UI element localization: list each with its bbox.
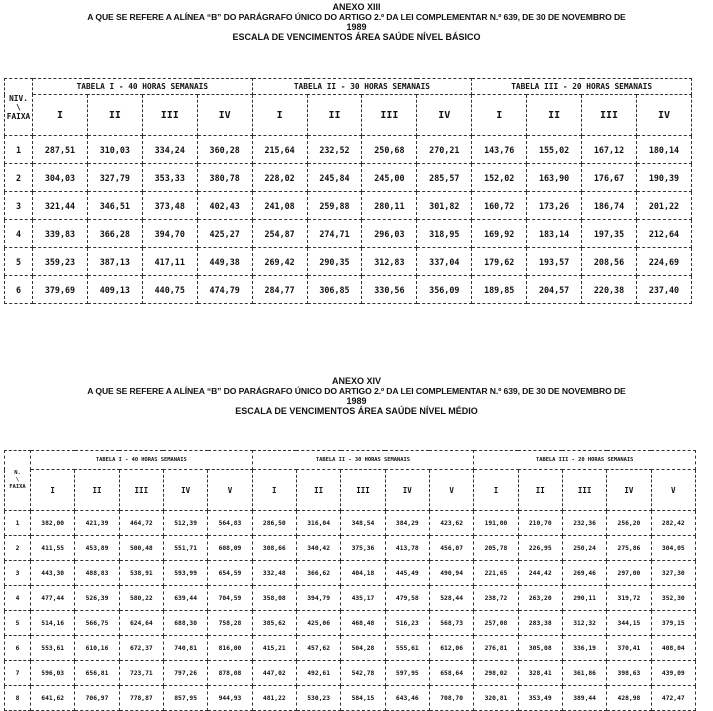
column-header: II xyxy=(75,470,119,511)
salary-cell: 514,16 xyxy=(31,611,75,636)
salary-cell: 526,39 xyxy=(75,586,119,611)
row-level: 8 xyxy=(5,686,31,711)
salary-cell: 492,61 xyxy=(296,661,340,686)
salary-cell: 411,55 xyxy=(31,536,75,561)
column-header: I xyxy=(474,470,518,511)
salary-cell: 283,38 xyxy=(518,611,562,636)
salary-cell: 320,81 xyxy=(474,686,518,711)
salary-cell: 169,92 xyxy=(472,220,527,248)
column-header: II xyxy=(527,95,582,136)
column-header: I xyxy=(252,95,307,136)
salary-table-medio xyxy=(4,450,696,711)
anexo-scale-title: ESCALA DE VENCIMENTOS ÁREA SAÚDE NÍVEL BÁSICO xyxy=(232,32,481,42)
salary-cell: 360,28 xyxy=(197,136,252,164)
salary-cell: 245,00 xyxy=(362,164,417,192)
salary-cell: 312,32 xyxy=(562,611,606,636)
salary-cell: 421,39 xyxy=(75,511,119,536)
salary-cell: 344,15 xyxy=(607,611,651,636)
row-level: 3 xyxy=(5,561,31,586)
salary-cell: 276,81 xyxy=(474,636,518,661)
column-header: III xyxy=(562,470,606,511)
salary-cell: 857,95 xyxy=(163,686,207,711)
salary-cell: 319,72 xyxy=(607,586,651,611)
salary-cell: 179,62 xyxy=(472,248,527,276)
salary-cell: 287,51 xyxy=(33,136,88,164)
salary-cell: 228,02 xyxy=(252,164,307,192)
salary-cell: 238,72 xyxy=(474,586,518,611)
column-header: IV xyxy=(417,95,472,136)
row-level: 1 xyxy=(5,511,31,536)
salary-cell: 155,02 xyxy=(527,136,582,164)
salary-cell: 366,62 xyxy=(296,561,340,586)
salary-cell: 425,06 xyxy=(296,611,340,636)
anexo-title: ANEXO XIII xyxy=(332,2,381,12)
column-header: IV xyxy=(163,470,207,511)
salary-cell: 212,64 xyxy=(636,220,691,248)
salary-cell: 275,86 xyxy=(607,536,651,561)
salary-cell: 186,74 xyxy=(582,192,637,220)
salary-cell: 797,26 xyxy=(163,661,207,686)
salary-cell: 221,65 xyxy=(474,561,518,586)
salary-cell: 336,19 xyxy=(562,636,606,661)
salary-cell: 245,84 xyxy=(307,164,362,192)
salary-cell: 708,70 xyxy=(429,686,473,711)
table-row xyxy=(5,586,696,611)
salary-cell: 297,00 xyxy=(607,561,651,586)
salary-cell: 816,00 xyxy=(208,636,252,661)
salary-cell: 290,35 xyxy=(307,248,362,276)
salary-cell: 672,37 xyxy=(119,636,163,661)
salary-cell: 352,30 xyxy=(651,586,695,611)
salary-cell: 337,04 xyxy=(417,248,472,276)
salary-cell: 224,69 xyxy=(636,248,691,276)
salary-cell: 404,18 xyxy=(341,561,385,586)
salary-cell: 361,86 xyxy=(562,661,606,686)
table-row xyxy=(5,136,692,164)
salary-cell: 612,06 xyxy=(429,636,473,661)
salary-cell: 348,54 xyxy=(341,511,385,536)
salary-cell: 290,11 xyxy=(562,586,606,611)
salary-cell: 339,83 xyxy=(33,220,88,248)
salary-cell: 394,70 xyxy=(142,220,197,248)
anexo-year: 1989 xyxy=(346,22,367,32)
salary-cell: 263,20 xyxy=(518,586,562,611)
salary-cell: 205,78 xyxy=(474,536,518,561)
table-group-header: TABELA III - 20 HORAS SEMANAIS xyxy=(474,451,696,470)
salary-cell: 878,08 xyxy=(208,661,252,686)
salary-cell: 163,90 xyxy=(527,164,582,192)
salary-cell: 704,59 xyxy=(208,586,252,611)
salary-cell: 440,75 xyxy=(142,276,197,304)
salary-cell: 353,49 xyxy=(518,686,562,711)
salary-cell: 596,03 xyxy=(31,661,75,686)
salary-cell: 366,28 xyxy=(87,220,142,248)
salary-cell: 183,14 xyxy=(527,220,582,248)
column-header: IV xyxy=(385,470,429,511)
column-header: I xyxy=(472,95,527,136)
salary-cell: 641,62 xyxy=(31,686,75,711)
anexo-year: 1989 xyxy=(346,396,367,406)
salary-cell: 306,85 xyxy=(307,276,362,304)
salary-cell: 226,95 xyxy=(518,536,562,561)
salary-cell: 408,04 xyxy=(651,636,695,661)
salary-cell: 284,77 xyxy=(252,276,307,304)
salary-cell: 435,17 xyxy=(341,586,385,611)
salary-cell: 321,44 xyxy=(33,192,88,220)
salary-cell: 167,12 xyxy=(582,136,637,164)
salary-cell: 241,08 xyxy=(252,192,307,220)
anexo-xiv-header xyxy=(0,376,713,416)
salary-cell: 447,02 xyxy=(252,661,296,686)
salary-cell: 301,82 xyxy=(417,192,472,220)
row-level: 2 xyxy=(5,536,31,561)
table-row xyxy=(5,511,696,536)
table-group-header: TABELA III - 20 HORAS SEMANAIS xyxy=(472,79,692,95)
row-level: 5 xyxy=(5,611,31,636)
column-header: III xyxy=(142,95,197,136)
row-level: 6 xyxy=(5,636,31,661)
salary-cell: 758,28 xyxy=(208,611,252,636)
salary-cell: 610,16 xyxy=(75,636,119,661)
salary-cell: 402,43 xyxy=(197,192,252,220)
salary-cell: 504,28 xyxy=(341,636,385,661)
salary-cell: 143,76 xyxy=(472,136,527,164)
table-row xyxy=(5,536,696,561)
column-header: III xyxy=(362,95,417,136)
table-row xyxy=(5,192,692,220)
salary-cell: 312,83 xyxy=(362,248,417,276)
salary-cell: 439,09 xyxy=(651,661,695,686)
table-row xyxy=(5,164,692,192)
salary-cell: 210,70 xyxy=(518,511,562,536)
salary-cell: 944,93 xyxy=(208,686,252,711)
column-header: IV xyxy=(636,95,691,136)
salary-cell: 270,21 xyxy=(417,136,472,164)
salary-cell: 330,56 xyxy=(362,276,417,304)
row-level: 1 xyxy=(5,136,33,164)
salary-cell: 305,08 xyxy=(518,636,562,661)
column-header: II xyxy=(307,95,362,136)
salary-cell: 316,04 xyxy=(296,511,340,536)
salary-cell: 584,15 xyxy=(341,686,385,711)
salary-cell: 327,30 xyxy=(651,561,695,586)
salary-cell: 215,64 xyxy=(252,136,307,164)
column-header: II xyxy=(87,95,142,136)
salary-cell: 152,02 xyxy=(472,164,527,192)
salary-cell: 474,79 xyxy=(197,276,252,304)
salary-cell: 328,41 xyxy=(518,661,562,686)
salary-cell: 398,63 xyxy=(607,661,651,686)
salary-cell: 468,48 xyxy=(341,611,385,636)
salary-cell: 208,56 xyxy=(582,248,637,276)
salary-cell: 173,26 xyxy=(527,192,582,220)
salary-cell: 423,62 xyxy=(429,511,473,536)
table-group-header: TABELA I - 40 HORAS SEMANAIS xyxy=(31,451,253,470)
salary-cell: 232,36 xyxy=(562,511,606,536)
salary-cell: 160,72 xyxy=(472,192,527,220)
salary-cell: 304,03 xyxy=(33,164,88,192)
anexo-subtitle: A QUE SE REFERE A ALÍNEA “B” DO PARÁGRAFO ÚNICO DO ARTIGO 2.º DA LEI COMPLEMENTAR N.º 639, DE 30 DE NOVEMBRO DE xyxy=(87,12,626,22)
niv-faixa-header: N. \ FAIXA xyxy=(5,451,31,511)
column-header: V xyxy=(651,470,695,511)
salary-cell: 257,08 xyxy=(474,611,518,636)
salary-cell: 415,21 xyxy=(252,636,296,661)
salary-cell: 286,50 xyxy=(252,511,296,536)
row-level: 2 xyxy=(5,164,33,192)
salary-cell: 384,29 xyxy=(385,511,429,536)
salary-cell: 481,22 xyxy=(252,686,296,711)
salary-cell: 706,97 xyxy=(75,686,119,711)
salary-cell: 327,79 xyxy=(87,164,142,192)
salary-cell: 318,95 xyxy=(417,220,472,248)
salary-cell: 643,46 xyxy=(385,686,429,711)
salary-cell: 176,67 xyxy=(582,164,637,192)
salary-cell: 387,13 xyxy=(87,248,142,276)
salary-cell: 375,36 xyxy=(341,536,385,561)
salary-cell: 542,78 xyxy=(341,661,385,686)
salary-cell: 269,42 xyxy=(252,248,307,276)
salary-cell: 445,49 xyxy=(385,561,429,586)
salary-cell: 197,35 xyxy=(582,220,637,248)
salary-cell: 472,47 xyxy=(651,686,695,711)
salary-cell: 477,44 xyxy=(31,586,75,611)
column-header: I xyxy=(252,470,296,511)
salary-cell: 285,57 xyxy=(417,164,472,192)
salary-cell: 308,66 xyxy=(252,536,296,561)
salary-cell: 464,72 xyxy=(119,511,163,536)
salary-cell: 597,95 xyxy=(385,661,429,686)
table-row xyxy=(5,276,692,304)
salary-cell: 553,61 xyxy=(31,636,75,661)
salary-cell: 512,39 xyxy=(163,511,207,536)
column-header: IV xyxy=(607,470,651,511)
salary-cell: 394,79 xyxy=(296,586,340,611)
column-header: I xyxy=(31,470,75,511)
salary-cell: 382,00 xyxy=(31,511,75,536)
table-row xyxy=(5,636,696,661)
salary-cell: 453,89 xyxy=(75,536,119,561)
salary-cell: 428,98 xyxy=(607,686,651,711)
salary-cell: 413,78 xyxy=(385,536,429,561)
salary-cell: 201,22 xyxy=(636,192,691,220)
salary-cell: 274,71 xyxy=(307,220,362,248)
salary-cell: 256,20 xyxy=(607,511,651,536)
salary-cell: 356,09 xyxy=(417,276,472,304)
salary-cell: 373,48 xyxy=(142,192,197,220)
salary-cell: 282,42 xyxy=(651,511,695,536)
salary-cell: 456,07 xyxy=(429,536,473,561)
salary-cell: 298,02 xyxy=(474,661,518,686)
column-header: III xyxy=(582,95,637,136)
salary-cell: 189,85 xyxy=(472,276,527,304)
column-header: III xyxy=(341,470,385,511)
salary-cell: 654,59 xyxy=(208,561,252,586)
salary-cell: 191,00 xyxy=(474,511,518,536)
salary-cell: 425,27 xyxy=(197,220,252,248)
table-row xyxy=(5,248,692,276)
table-row xyxy=(5,561,696,586)
salary-cell: 449,38 xyxy=(197,248,252,276)
salary-cell: 658,64 xyxy=(429,661,473,686)
salary-cell: 385,62 xyxy=(252,611,296,636)
column-header: IV xyxy=(197,95,252,136)
table-row xyxy=(5,220,692,248)
salary-cell: 778,87 xyxy=(119,686,163,711)
salary-cell: 490,94 xyxy=(429,561,473,586)
salary-cell: 389,44 xyxy=(562,686,606,711)
anexo-title: ANEXO XIV xyxy=(331,376,381,386)
salary-cell: 409,13 xyxy=(87,276,142,304)
salary-cell: 232,52 xyxy=(307,136,362,164)
salary-cell: 220,38 xyxy=(582,276,637,304)
salary-cell: 380,78 xyxy=(197,164,252,192)
table-group-header: TABELA I - 40 HORAS SEMANAIS xyxy=(33,79,253,95)
salary-cell: 538,91 xyxy=(119,561,163,586)
column-header: II xyxy=(518,470,562,511)
row-level: 4 xyxy=(5,586,31,611)
salary-cell: 479,58 xyxy=(385,586,429,611)
salary-cell: 334,24 xyxy=(142,136,197,164)
salary-cell: 193,57 xyxy=(527,248,582,276)
anexo-xiii-header xyxy=(0,2,713,42)
salary-cell: 457,62 xyxy=(296,636,340,661)
salary-cell: 624,64 xyxy=(119,611,163,636)
salary-cell: 551,71 xyxy=(163,536,207,561)
salary-cell: 417,11 xyxy=(142,248,197,276)
anexo-scale-title: ESCALA DE VENCIMENTOS ÁREA SAÚDE NÍVEL MÉDIO xyxy=(235,406,478,416)
salary-cell: 296,03 xyxy=(362,220,417,248)
salary-cell: 566,75 xyxy=(75,611,119,636)
salary-cell: 304,05 xyxy=(651,536,695,561)
table-row xyxy=(5,686,696,711)
salary-cell: 190,39 xyxy=(636,164,691,192)
salary-cell: 346,51 xyxy=(87,192,142,220)
salary-cell: 244,42 xyxy=(518,561,562,586)
salary-cell: 280,11 xyxy=(362,192,417,220)
salary-cell: 259,88 xyxy=(307,192,362,220)
salary-cell: 740,81 xyxy=(163,636,207,661)
salary-cell: 723,71 xyxy=(119,661,163,686)
anexo-subtitle: A QUE SE REFERE A ALÍNEA “B” DO PARÁGRAFO ÚNICO DO ARTIGO 2.º DA LEI COMPLEMENTAR N.º 639, DE 30 DE NOVEMBRO DE xyxy=(87,386,626,396)
row-level: 7 xyxy=(5,661,31,686)
column-header: V xyxy=(429,470,473,511)
row-level: 5 xyxy=(5,248,33,276)
salary-cell: 353,33 xyxy=(142,164,197,192)
column-header: I xyxy=(33,95,88,136)
salary-cell: 656,81 xyxy=(75,661,119,686)
salary-cell: 358,08 xyxy=(252,586,296,611)
salary-cell: 180,14 xyxy=(636,136,691,164)
salary-cell: 310,03 xyxy=(87,136,142,164)
salary-cell: 530,23 xyxy=(296,686,340,711)
salary-cell: 580,22 xyxy=(119,586,163,611)
salary-cell: 500,48 xyxy=(119,536,163,561)
row-level: 3 xyxy=(5,192,33,220)
row-level: 4 xyxy=(5,220,33,248)
column-header: III xyxy=(119,470,163,511)
table-group-header: TABELA II - 30 HORAS SEMANAIS xyxy=(252,79,472,95)
salary-cell: 332,48 xyxy=(252,561,296,586)
salary-table-basico xyxy=(4,78,692,304)
salary-cell: 639,44 xyxy=(163,586,207,611)
column-header: II xyxy=(296,470,340,511)
row-level: 6 xyxy=(5,276,33,304)
niv-faixa-header: NIV. \ FAIXA xyxy=(5,79,33,136)
salary-cell: 370,41 xyxy=(607,636,651,661)
salary-cell: 269,46 xyxy=(562,561,606,586)
salary-cell: 250,24 xyxy=(562,536,606,561)
salary-cell: 443,30 xyxy=(31,561,75,586)
salary-cell: 237,40 xyxy=(636,276,691,304)
salary-cell: 359,23 xyxy=(33,248,88,276)
salary-cell: 340,42 xyxy=(296,536,340,561)
salary-cell: 593,99 xyxy=(163,561,207,586)
salary-cell: 688,30 xyxy=(163,611,207,636)
salary-cell: 555,61 xyxy=(385,636,429,661)
salary-cell: 608,09 xyxy=(208,536,252,561)
salary-cell: 488,83 xyxy=(75,561,119,586)
table-row xyxy=(5,611,696,636)
salary-cell: 254,87 xyxy=(252,220,307,248)
table-row xyxy=(5,661,696,686)
salary-cell: 516,23 xyxy=(385,611,429,636)
salary-cell: 379,69 xyxy=(33,276,88,304)
salary-cell: 379,15 xyxy=(651,611,695,636)
table-group-header: TABELA II - 30 HORAS SEMANAIS xyxy=(252,451,474,470)
salary-cell: 528,44 xyxy=(429,586,473,611)
salary-cell: 564,83 xyxy=(208,511,252,536)
salary-cell: 568,73 xyxy=(429,611,473,636)
salary-cell: 250,68 xyxy=(362,136,417,164)
column-header: V xyxy=(208,470,252,511)
salary-cell: 204,57 xyxy=(527,276,582,304)
